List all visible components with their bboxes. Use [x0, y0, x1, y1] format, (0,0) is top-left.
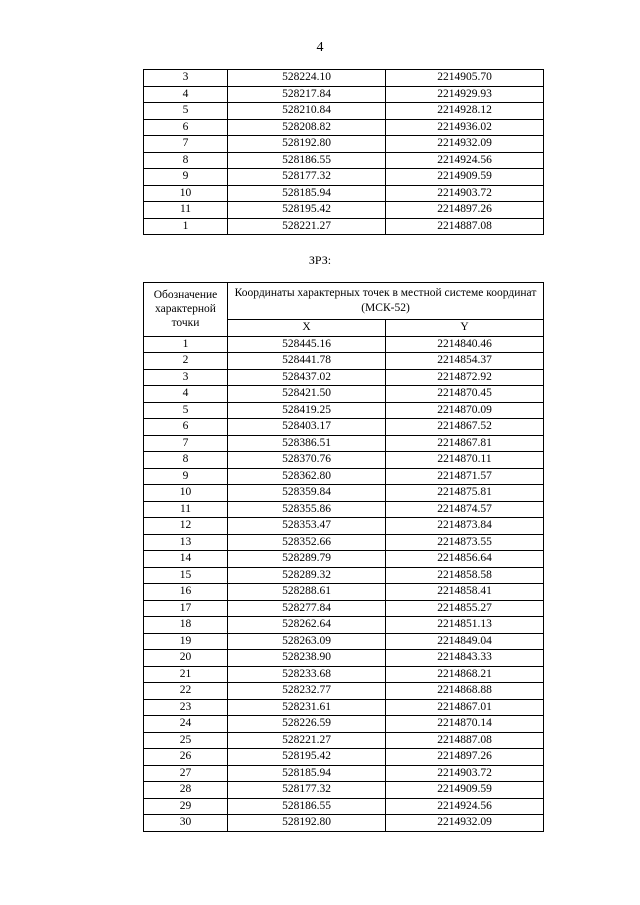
header-coords-label: Координаты характерных точек в местной системе координат (МСК-52)	[228, 283, 544, 320]
y-coordinate-cell: 2214909.59	[386, 169, 544, 186]
point-number-cell: 13	[144, 534, 228, 551]
x-coordinate-cell: 528403.17	[228, 419, 386, 436]
x-coordinate-cell: 528288.61	[228, 584, 386, 601]
y-coordinate-cell: 2214903.72	[386, 765, 544, 782]
point-number-cell: 22	[144, 683, 228, 700]
y-coordinate-cell: 2214858.41	[386, 584, 544, 601]
y-coordinate-cell: 2214867.81	[386, 435, 544, 452]
x-coordinate-cell: 528177.32	[228, 782, 386, 799]
table-row	[144, 699, 544, 716]
y-coordinate-cell: 2214867.01	[386, 699, 544, 716]
header-point-label: Обозначение характерной точки	[144, 283, 228, 337]
x-coordinate-cell: 528210.84	[228, 103, 386, 120]
x-coordinate-cell: 528192.80	[228, 136, 386, 153]
x-coordinate-cell: 528353.47	[228, 518, 386, 535]
point-number-cell: 9	[144, 468, 228, 485]
table-row	[144, 419, 544, 436]
y-coordinate-cell: 2214858.58	[386, 567, 544, 584]
y-coordinate-cell: 2214929.93	[386, 86, 544, 103]
y-coordinate-cell: 2214928.12	[386, 103, 544, 120]
table2-header	[144, 283, 544, 337]
point-number-cell: 27	[144, 765, 228, 782]
table-row	[144, 567, 544, 584]
point-number-cell: 14	[144, 551, 228, 568]
y-coordinate-cell: 2214872.92	[386, 369, 544, 386]
y-coordinate-cell: 2214870.09	[386, 402, 544, 419]
x-coordinate-cell: 528362.80	[228, 468, 386, 485]
point-number-cell: 8	[144, 152, 228, 169]
x-coordinate-cell: 528277.84	[228, 600, 386, 617]
table-row	[144, 551, 544, 568]
x-coordinate-cell: 528186.55	[228, 152, 386, 169]
point-number-cell: 11	[144, 202, 228, 219]
table-row	[144, 749, 544, 766]
point-number-cell: 17	[144, 600, 228, 617]
y-coordinate-cell: 2214855.27	[386, 600, 544, 617]
x-coordinate-cell: 528289.79	[228, 551, 386, 568]
point-number-cell: 7	[144, 136, 228, 153]
y-coordinate-cell: 2214871.57	[386, 468, 544, 485]
header-y: Y	[386, 320, 544, 337]
point-number-cell: 11	[144, 501, 228, 518]
point-number-cell: 24	[144, 716, 228, 733]
point-number-cell: 25	[144, 732, 228, 749]
table-row	[144, 386, 544, 403]
point-number-cell: 9	[144, 169, 228, 186]
y-coordinate-cell: 2214873.84	[386, 518, 544, 535]
y-coordinate-cell: 2214932.09	[386, 136, 544, 153]
x-coordinate-cell: 528355.86	[228, 501, 386, 518]
x-coordinate-cell: 528192.80	[228, 815, 386, 832]
y-coordinate-cell: 2214874.57	[386, 501, 544, 518]
x-coordinate-cell: 528437.02	[228, 369, 386, 386]
y-coordinate-cell: 2214875.81	[386, 485, 544, 502]
table-row	[144, 650, 544, 667]
page-number: 4	[316, 40, 324, 55]
y-coordinate-cell: 2214909.59	[386, 782, 544, 799]
table-row	[144, 501, 544, 518]
point-number-cell: 3	[144, 369, 228, 386]
y-coordinate-cell: 2214854.37	[386, 353, 544, 370]
y-coordinate-cell: 2214868.88	[386, 683, 544, 700]
x-coordinate-cell: 528185.94	[228, 185, 386, 202]
y-coordinate-cell: 2214924.56	[386, 152, 544, 169]
point-number-cell: 1	[144, 336, 228, 353]
table-row	[144, 185, 544, 202]
table-row	[144, 617, 544, 634]
table-row	[144, 136, 544, 153]
x-coordinate-cell: 528289.32	[228, 567, 386, 584]
table-row	[144, 435, 544, 452]
y-coordinate-cell: 2214936.02	[386, 119, 544, 136]
point-number-cell: 30	[144, 815, 228, 832]
point-number-cell: 7	[144, 435, 228, 452]
point-number-cell: 10	[144, 185, 228, 202]
x-coordinate-cell: 528195.42	[228, 202, 386, 219]
table-row	[144, 815, 544, 832]
x-coordinate-cell: 528352.66	[228, 534, 386, 551]
y-coordinate-cell: 2214849.04	[386, 633, 544, 650]
x-coordinate-cell: 528421.50	[228, 386, 386, 403]
table-row	[144, 169, 544, 186]
x-coordinate-cell: 528232.77	[228, 683, 386, 700]
y-coordinate-cell: 2214851.13	[386, 617, 544, 634]
table-row	[144, 218, 544, 235]
x-coordinate-cell: 528221.27	[228, 218, 386, 235]
table-row	[144, 369, 544, 386]
point-number-cell: 4	[144, 86, 228, 103]
x-coordinate-cell: 528195.42	[228, 749, 386, 766]
point-number-cell: 1	[144, 218, 228, 235]
y-coordinate-cell: 2214856.64	[386, 551, 544, 568]
coordinates-table-continued	[143, 69, 544, 235]
point-number-cell: 29	[144, 798, 228, 815]
table-row	[144, 666, 544, 683]
table-row	[144, 353, 544, 370]
table-row	[144, 152, 544, 169]
point-number-cell: 10	[144, 485, 228, 502]
y-coordinate-cell: 2214897.26	[386, 202, 544, 219]
x-coordinate-cell: 528441.78	[228, 353, 386, 370]
table2-body	[144, 336, 544, 831]
y-coordinate-cell: 2214870.11	[386, 452, 544, 469]
y-coordinate-cell: 2214924.56	[386, 798, 544, 815]
point-number-cell: 21	[144, 666, 228, 683]
table-row	[144, 732, 544, 749]
y-coordinate-cell: 2214870.45	[386, 386, 544, 403]
table-row	[144, 633, 544, 650]
y-coordinate-cell: 2214867.52	[386, 419, 544, 436]
point-number-cell: 19	[144, 633, 228, 650]
point-number-cell: 20	[144, 650, 228, 667]
table-row	[144, 534, 544, 551]
point-number-cell: 3	[144, 70, 228, 87]
x-coordinate-cell: 528386.51	[228, 435, 386, 452]
x-coordinate-cell: 528233.68	[228, 666, 386, 683]
table-row	[144, 600, 544, 617]
point-number-cell: 8	[144, 452, 228, 469]
y-coordinate-cell: 2214932.09	[386, 815, 544, 832]
table-row	[144, 402, 544, 419]
table-row	[144, 584, 544, 601]
table-row	[144, 765, 544, 782]
point-number-cell: 28	[144, 782, 228, 799]
y-coordinate-cell: 2214887.08	[386, 218, 544, 235]
table-row	[144, 202, 544, 219]
x-coordinate-cell: 528208.82	[228, 119, 386, 136]
table-row	[144, 485, 544, 502]
x-coordinate-cell: 528359.84	[228, 485, 386, 502]
table-row	[144, 336, 544, 353]
x-coordinate-cell: 528177.32	[228, 169, 386, 186]
y-coordinate-cell: 2214887.08	[386, 732, 544, 749]
point-number-cell: 18	[144, 617, 228, 634]
y-coordinate-cell: 2214905.70	[386, 70, 544, 87]
table-row	[144, 716, 544, 733]
table-row	[144, 782, 544, 799]
y-coordinate-cell: 2214843.33	[386, 650, 544, 667]
zrz-coordinates-table	[143, 282, 544, 832]
point-number-cell: 5	[144, 402, 228, 419]
point-number-cell: 6	[144, 419, 228, 436]
x-coordinate-cell: 528226.59	[228, 716, 386, 733]
table-row	[144, 452, 544, 469]
point-number-cell: 12	[144, 518, 228, 535]
table-row	[144, 518, 544, 535]
point-number-cell: 23	[144, 699, 228, 716]
table1-body	[144, 70, 544, 235]
point-number-cell: 26	[144, 749, 228, 766]
y-coordinate-cell: 2214868.21	[386, 666, 544, 683]
table-row	[144, 119, 544, 136]
x-coordinate-cell: 528231.61	[228, 699, 386, 716]
x-coordinate-cell: 528217.84	[228, 86, 386, 103]
table-header-row	[144, 283, 544, 320]
table-row	[144, 683, 544, 700]
point-number-cell: 4	[144, 386, 228, 403]
x-coordinate-cell: 528238.90	[228, 650, 386, 667]
section-label: ЗРЗ:	[308, 253, 332, 267]
y-coordinate-cell: 2214897.26	[386, 749, 544, 766]
point-number-cell: 15	[144, 567, 228, 584]
table-row	[144, 70, 544, 87]
x-coordinate-cell: 528221.27	[228, 732, 386, 749]
x-coordinate-cell: 528419.25	[228, 402, 386, 419]
y-coordinate-cell: 2214870.14	[386, 716, 544, 733]
x-coordinate-cell: 528263.09	[228, 633, 386, 650]
table-row	[144, 103, 544, 120]
y-coordinate-cell: 2214903.72	[386, 185, 544, 202]
x-coordinate-cell: 528445.16	[228, 336, 386, 353]
point-number-cell: 16	[144, 584, 228, 601]
x-coordinate-cell: 528185.94	[228, 765, 386, 782]
x-coordinate-cell: 528370.76	[228, 452, 386, 469]
x-coordinate-cell: 528224.10	[228, 70, 386, 87]
y-coordinate-cell: 2214840.46	[386, 336, 544, 353]
table-row	[144, 468, 544, 485]
table-row	[144, 798, 544, 815]
point-number-cell: 2	[144, 353, 228, 370]
x-coordinate-cell: 528186.55	[228, 798, 386, 815]
table-row	[144, 86, 544, 103]
point-number-cell: 6	[144, 119, 228, 136]
point-number-cell: 5	[144, 103, 228, 120]
header-x: X	[228, 320, 386, 337]
x-coordinate-cell: 528262.64	[228, 617, 386, 634]
y-coordinate-cell: 2214873.55	[386, 534, 544, 551]
